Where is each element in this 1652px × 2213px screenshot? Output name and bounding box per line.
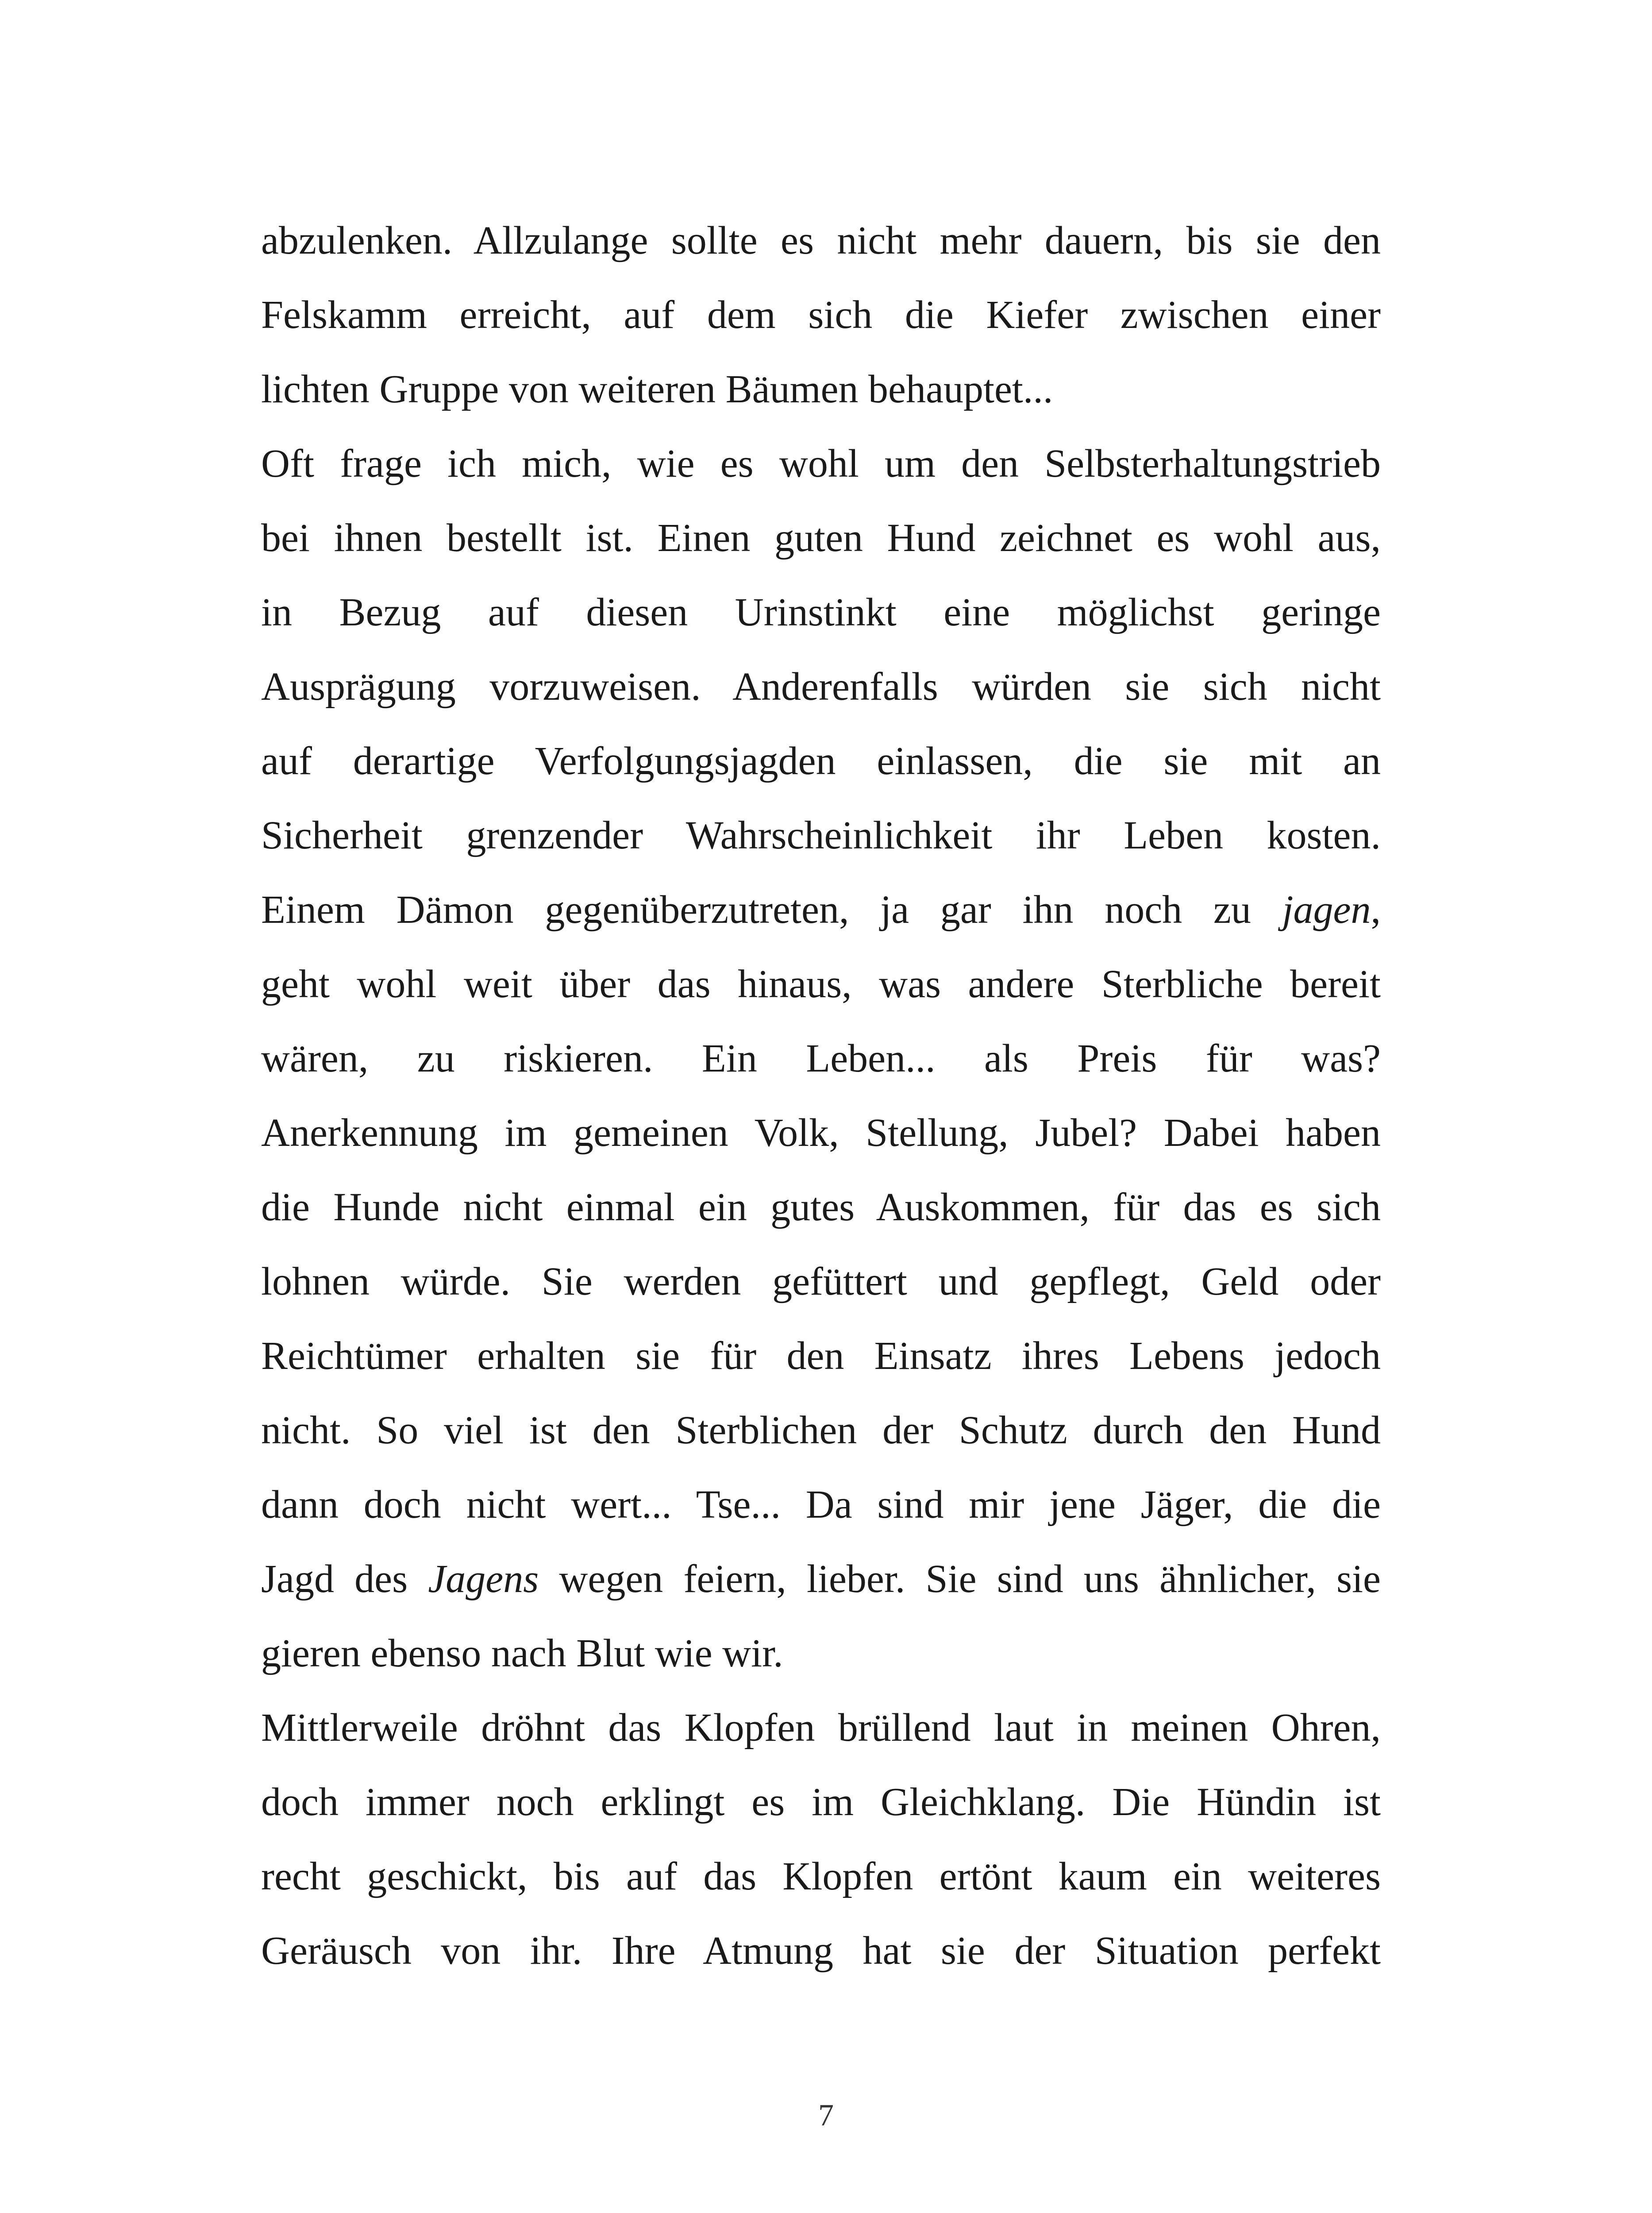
body-text xyxy=(261,204,1381,1988)
text-line: Anerkennung im gemeinen Volk, Stellung, Jubel? Dabei haben xyxy=(261,1111,1381,1155)
text-line: auf derartige Verfolgungsjagden einlassen, die sie mit an xyxy=(261,739,1381,783)
text-segment: Einem Dämon gegenüberzutreten, ja gar ihn noch zu xyxy=(261,888,1282,932)
text-line xyxy=(261,1542,1381,1616)
text-line: abzulenken. Allzulange sollte es nicht mehr dauern, bis sie den xyxy=(261,219,1381,262)
text-line: lichten Gruppe von weiteren Bäumen behauptet... xyxy=(261,367,1053,411)
text-line: Oft frage ich mich, wie es wohl um den Selbsterhaltungstrieb xyxy=(261,442,1381,486)
text-line: Ausprägung vorzuweisen. Anderenfalls würden sie sich nicht xyxy=(261,665,1381,709)
text-line: geht wohl weit über das hinaus, was andere Sterbliche bereit xyxy=(261,962,1381,1006)
text-line: doch immer noch erklingt es im Gleichklang. Die Hündin ist xyxy=(261,1780,1381,1824)
text-line: Felskamm erreicht, auf dem sich die Kiefer zwischen einer xyxy=(261,293,1381,337)
text-line: Mittlerweile dröhnt das Klopfen brüllend laut in meinen Ohren, xyxy=(261,1706,1381,1750)
emphasized-word: Jagens xyxy=(428,1557,539,1601)
text-line: recht geschickt, bis auf das Klopfen ertönt kaum ein weiteres xyxy=(261,1854,1381,1898)
text-line xyxy=(261,873,1381,947)
text-line: Reichtümer erhalten sie für den Einsatz ihres Lebens jedoch xyxy=(261,1334,1381,1378)
text-line: Sicherheit grenzender Wahrscheinlichkeit ihr Leben kosten. xyxy=(261,813,1381,857)
emphasized-word: jagen xyxy=(1282,888,1371,932)
text-line: dann doch nicht wert... Tse... Da sind mir jene Jäger, die die xyxy=(261,1483,1381,1527)
text-line: lohnen würde. Sie werden gefüttert und gepflegt, Geld oder xyxy=(261,1260,1381,1303)
text-line: die Hunde nicht einmal ein gutes Auskommen, für das es sich xyxy=(261,1185,1381,1229)
text-line: in Bezug auf diesen Urinstinkt eine möglichst geringe xyxy=(261,590,1381,634)
text-line: wären, zu riskieren. Ein Leben... als Preis für was? xyxy=(261,1037,1381,1080)
text-segment: wegen feiern, lieber. Sie sind uns ähnlicher, sie xyxy=(539,1557,1381,1601)
text-line: Geräusch von ihr. Ihre Atmung hat sie der Situation perfekt xyxy=(261,1929,1381,1973)
text-line: nicht. So viel ist den Sterblichen der Schutz durch den Hund xyxy=(261,1408,1381,1452)
page-number: 7 xyxy=(818,2098,834,2132)
text-line: bei ihnen bestellt ist. Einen guten Hund zeichnet es wohl aus, xyxy=(261,516,1381,560)
text-segment: Jagd des xyxy=(261,1557,428,1601)
text-line: gieren ebenso nach Blut wie wir. xyxy=(261,1631,783,1675)
text-segment: , xyxy=(1371,888,1381,932)
